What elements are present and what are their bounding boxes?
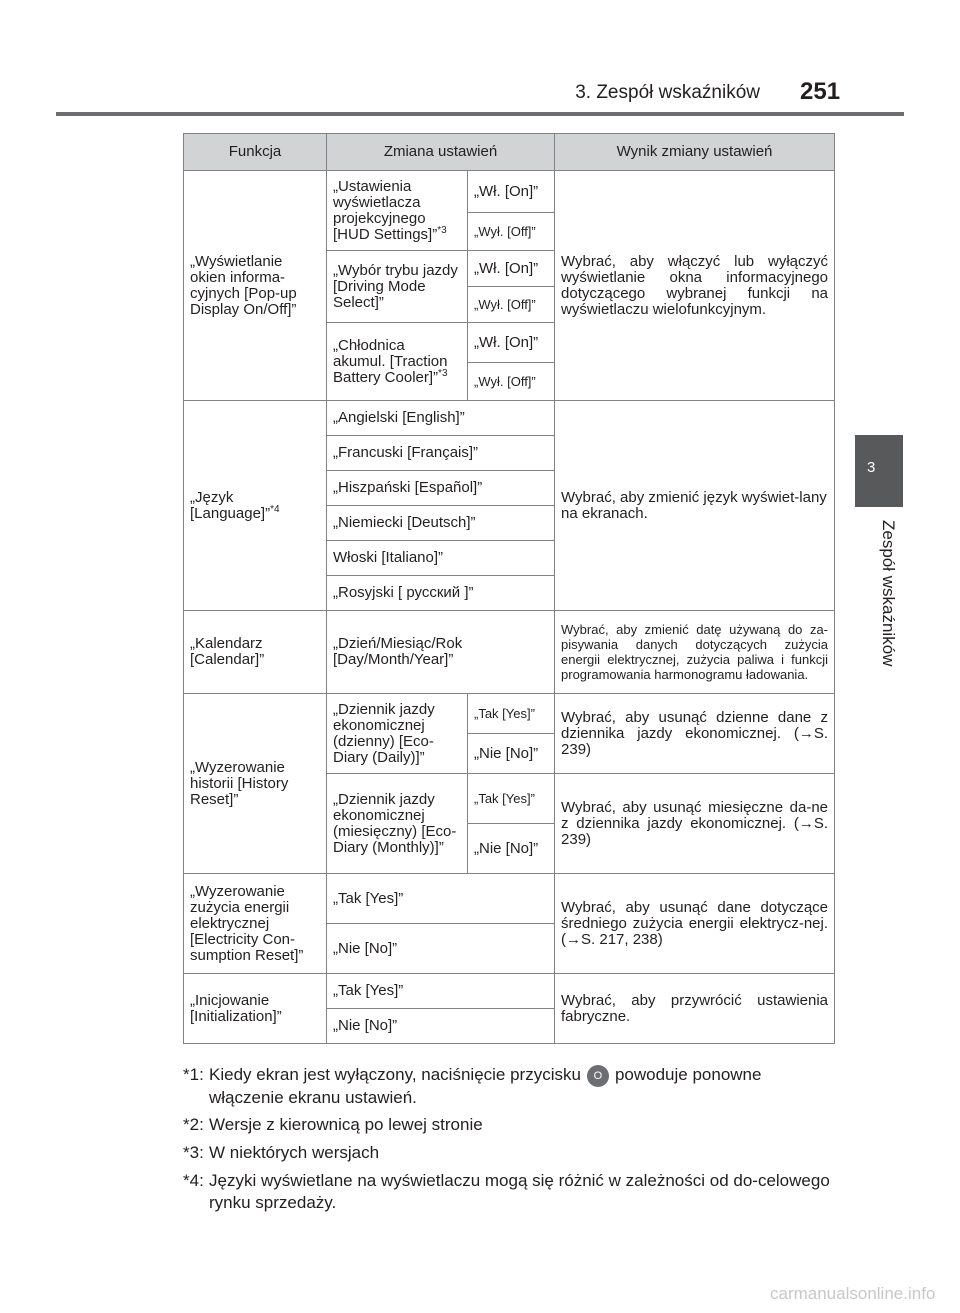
- option-cell: „Rosyjski [ русский ]”: [327, 576, 555, 611]
- setting-cell: „Wybór trybu jazdy [Driving Mode Select]”: [327, 251, 468, 323]
- watermark: carmanualsonline.info: [770, 1284, 936, 1303]
- footnote-marker: *3: [437, 224, 447, 236]
- footnote-text: [209, 1064, 833, 1109]
- footnote-text-part: Kiedy ekran jest wyłączony, naciśnięcie przycisku: [209, 1065, 581, 1084]
- table-row: [184, 401, 835, 436]
- footnote-mark: *3:: [183, 1143, 204, 1162]
- footnote-1: [183, 1064, 833, 1109]
- function-text: „Język [Language]”: [190, 488, 271, 522]
- function-cell: [184, 401, 327, 611]
- column-header: Funkcja: [184, 134, 327, 171]
- function-cell: „Inicjowanie [Initialization]”: [184, 974, 327, 1044]
- page-number: 251: [800, 78, 841, 105]
- column-header: Zmiana ustawień: [327, 134, 555, 171]
- power-button-icon: O: [587, 1065, 609, 1087]
- function-cell: „Wyzerowanie zużycia energii elektrycznej [Electricity Con-sumption Reset]”: [184, 874, 327, 974]
- footnote-text: Języki wyświetlane na wyświetlaczu mogą się różnić w zależności od do-celowego rynku sprzedaży.: [209, 1171, 830, 1212]
- footnote-mark: *4:: [183, 1171, 204, 1190]
- function-cell: „Wyświetlanie okien informa-cyjnych [Pop-up Display On/Off]”: [184, 171, 327, 401]
- footnote-4: [183, 1170, 833, 1214]
- header-title: 3. Zespół wskaźników: [575, 82, 760, 103]
- footnote-mark: *2:: [183, 1115, 204, 1134]
- side-tab: [855, 435, 903, 507]
- footnote-text: Wersje z kierownicą po lewej stronie: [209, 1115, 483, 1134]
- setting-cell: „Dziennik jazdy ekonomicznej (dzienny) [Eco-Diary (Daily)]”: [327, 694, 468, 774]
- footnote-marker: *3: [438, 367, 448, 379]
- option-cell: „Hiszpański [Español]”: [327, 471, 555, 506]
- footnote-text-part: powoduje ponowne włączenie ekranu ustawień.: [209, 1065, 762, 1107]
- footnote-marker: *4: [270, 503, 280, 515]
- option-cell: „Wł. [On]”: [468, 171, 555, 213]
- option-cell: „Tak [Yes]”: [327, 974, 555, 1009]
- function-cell: „Kalendarz [Calendar]”: [184, 611, 327, 694]
- option-cell: „Angielski [English]”: [327, 401, 555, 436]
- setting-cell: [327, 171, 468, 251]
- table-header-row: [184, 134, 835, 171]
- table-row: [184, 694, 835, 734]
- option-cell: „Niemiecki [Deutsch]”: [327, 506, 555, 541]
- option-cell: „Tak [Yes]”: [327, 874, 555, 924]
- option-cell: „Nie [No]”: [468, 734, 555, 774]
- footnote-mark: *1:: [183, 1065, 204, 1084]
- table-row: [184, 171, 835, 213]
- result-cell: Wybrać, aby usunąć dane dotyczące średniego zużycia energii elektrycz-nej. (→S. 217, 238): [555, 874, 835, 974]
- result-cell: Wybrać, aby usunąć dzienne dane z dziennika jazdy ekonomicznej. (→S. 239): [555, 694, 835, 774]
- footnote-3: [183, 1142, 833, 1164]
- function-cell: „Wyzerowanie historii [History Reset]”: [184, 694, 327, 874]
- setting-text: „Chłodnica akumul. [Traction Battery Cooler]”: [333, 336, 448, 386]
- option-cell: „Tak [Yes]”: [468, 774, 555, 824]
- option-cell: „Nie [No]”: [327, 924, 555, 974]
- table-row: [184, 611, 835, 694]
- option-cell: Włoski [Italiano]”: [327, 541, 555, 576]
- option-cell: „Wł. [On]”: [468, 323, 555, 363]
- settings-table: [183, 133, 835, 1044]
- option-cell: „Wył. [Off]”: [468, 287, 555, 323]
- table-row: [184, 874, 835, 924]
- table-row: [184, 974, 835, 1009]
- footnote-text: W niektórych wersjach: [209, 1143, 380, 1162]
- footnote-2: [183, 1114, 833, 1136]
- option-cell: „Nie [No]”: [327, 1009, 555, 1044]
- result-cell: Wybrać, aby zmienić język wyświet-lany na ekranach.: [555, 401, 835, 611]
- setting-cell: „Dziennik jazdy ekonomicznej (miesięczny) [Eco-Diary (Monthly)]”: [327, 774, 468, 874]
- option-cell: „Wył. [Off]”: [468, 213, 555, 251]
- option-cell: „Wł. [On]”: [468, 251, 555, 287]
- result-cell: Wybrać, aby włączyć lub wyłączyć wyświetlanie okna informacyjnego dotyczącego wybranej funkcji na wyświetlaczu wielofunkcyjnym.: [555, 171, 835, 401]
- result-cell: Wybrać, aby przywrócić ustawienia fabryczne.: [555, 974, 835, 1044]
- option-cell: „Nie [No]”: [468, 824, 555, 874]
- column-header: Wynik zmiany ustawień: [555, 134, 835, 171]
- option-cell: „Tak [Yes]”: [468, 694, 555, 734]
- setting-cell: [327, 323, 468, 401]
- setting-cell: „Dzień/Miesiąc/Rok [Day/Month/Year]”: [327, 611, 555, 694]
- option-cell: „Francuski [Français]”: [327, 436, 555, 471]
- result-cell: Wybrać, aby usunąć miesięczne da-ne z dziennika jazdy ekonomicznej. (→S. 239): [555, 774, 835, 874]
- side-tab-label: Zespół wskaźników: [879, 520, 898, 667]
- setting-text: „Ustawienia wyświetlacza projekcyjnego [HUD Settings]”: [333, 177, 438, 243]
- option-cell: „Wył. [Off]”: [468, 363, 555, 401]
- result-cell: Wybrać, aby zmienić datę używaną do za-pisywania danych dotyczących zużycia energii elektrycznej, zużycia paliwa i funkcji programowania harmonogramu ładowania.: [555, 611, 835, 694]
- side-tab-number: 3: [867, 459, 876, 476]
- header-rule: [56, 112, 904, 116]
